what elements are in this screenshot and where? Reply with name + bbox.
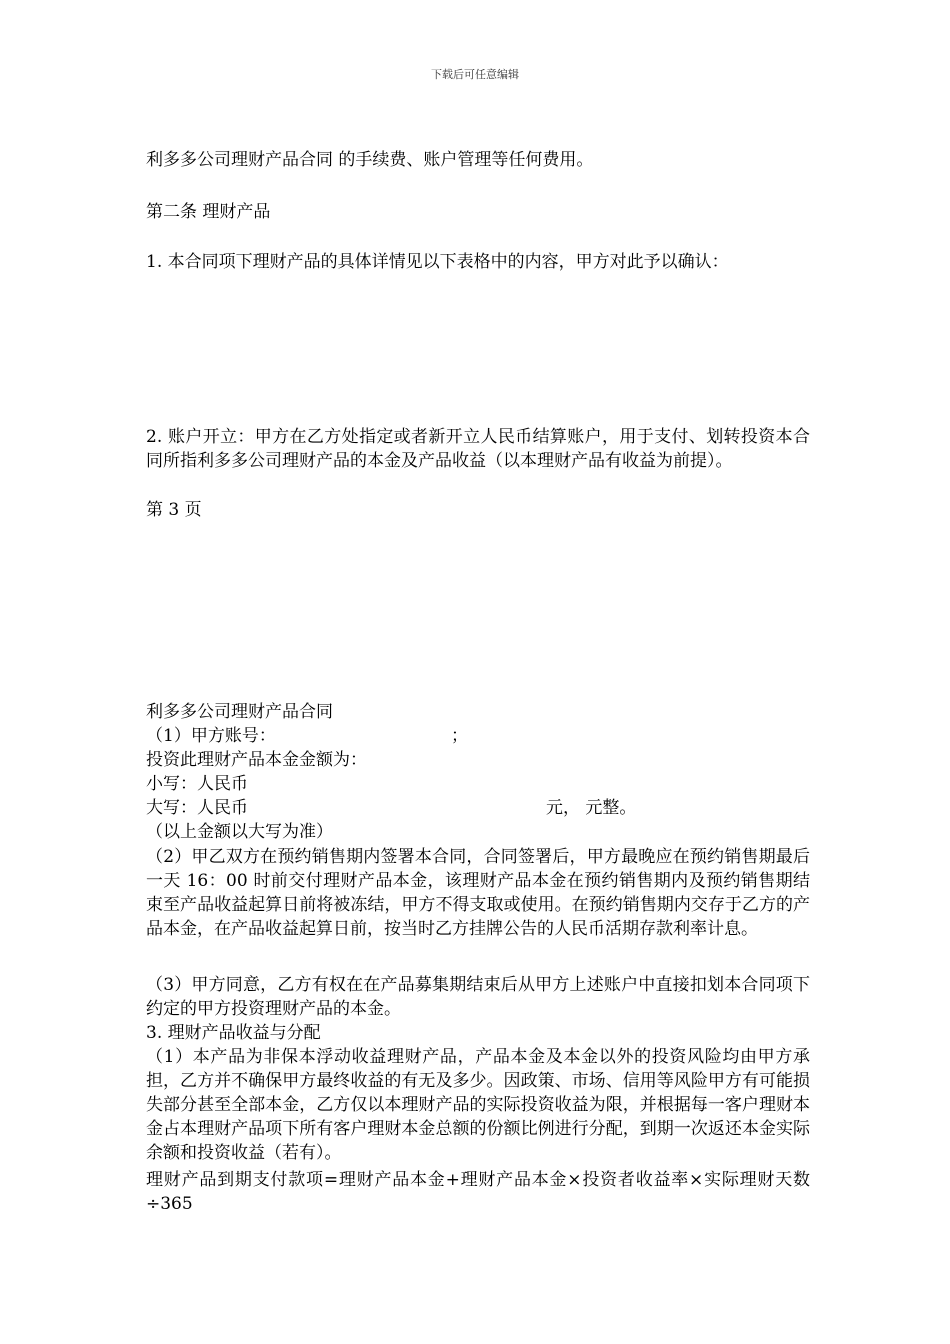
big-amount-label: 大写：人民币: [146, 798, 248, 818]
account-end: ；: [451, 726, 468, 746]
payout-formula: 理财产品到期支付款项=理财产品本金+理财产品本金×投资者收益率×实际理财天数÷365: [146, 1170, 810, 1214]
amount-label: 投资此理财产品本金金额为：: [146, 750, 367, 770]
big-amount-line: [146, 796, 810, 820]
intro-line: 利多多公司理财产品合同 的手续费、账户管理等任何费用。: [146, 150, 594, 170]
page-header: 下载后可任意编辑: [431, 68, 519, 81]
section-3-title: 3. 理财产品收益与分配: [146, 1023, 321, 1043]
account-line: [146, 724, 810, 748]
clause-2: （2）甲乙双方在预约销售期内签署本合同，合同签署后，甲方最晚应在预约销售期最后一天 16：00 时前交付理财产品本金，该理财产品本金在预约销售期内及预约销售期结束至产品收益起算日前将被冻结，甲方不得支取或使用。在预约销售期内交存于乙方的产品本金，在产品收益起算日前，按当时乙方挂牌公告的人民币活期存款利率计息。: [146, 847, 810, 939]
small-amount-label: 小写：人民币: [146, 774, 248, 794]
amount-note: （以上金额以大写为准）: [146, 822, 333, 842]
clause-3: （3）甲方同意，乙方有权在在产品募集期结束后从甲方上述账户中直接扣划本合同项下约定的甲方投资理财产品的本金。: [146, 975, 810, 1019]
big-amount-suffix: 元， 元整。: [546, 798, 637, 818]
article-2-title: 第二条 理财产品: [146, 202, 271, 222]
section-3-item-1: （1）本产品为非保本浮动收益理财产品，产品本金及本金以外的投资风险均由甲方承担，乙方并不确保甲方最终收益的有无及多少。因政策、市场、信用等风险甲方有可能损失部分甚至全部本金，乙方仅以本理财产品的实际投资收益为限，并根据每一客户理财本金占本理财产品项下所有客户理财本金总额的份额比例进行分配，到期一次返还本金实际余额和投资收益（若有）。: [146, 1047, 810, 1163]
item-2-text: 2. 账户开立：甲方在乙方处指定或者新开立人民币结算账户，用于支付、划转投资本合同所指利多多公司理财产品的本金及产品收益（以本理财产品有收益为前提）。: [146, 427, 810, 471]
contract-title: 利多多公司理财产品合同: [146, 702, 333, 722]
account-label: （1）甲方账号：: [146, 726, 276, 746]
page-number: 第 3 页: [146, 500, 202, 520]
item-1-text: 1. 本合同项下理财产品的具体详情见以下表格中的内容，甲方对此予以确认：: [146, 252, 729, 272]
